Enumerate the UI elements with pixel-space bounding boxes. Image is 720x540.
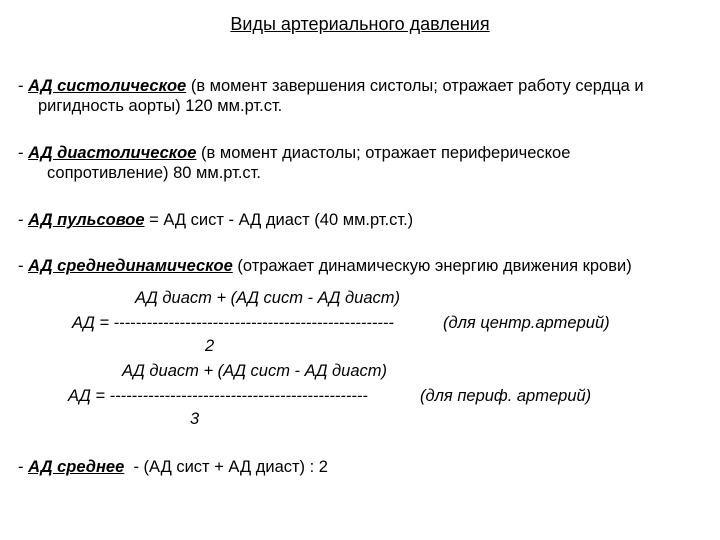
- term-diastolic: АД диастолическое: [28, 144, 197, 162]
- list-item-pulse: - АД пульсовое = АД сист - АД диаст (40 мм.рт.ст.): [18, 211, 414, 229]
- term-mean: АД среднее: [28, 458, 125, 476]
- formula2-numerator: АД диаст + (АД сист - АД диаст): [122, 362, 387, 380]
- list-item-diastolic-cont: сопротивление) 80 мм.рт.ст.: [47, 164, 261, 182]
- formula2-note: (для периф. артерий): [420, 387, 592, 405]
- list-item-mean: - АД среднее - (АД сист + АД диаст) : 2: [18, 458, 328, 476]
- term-systolic: АД систолическое: [28, 77, 187, 95]
- formula2-denominator: 3: [190, 410, 200, 428]
- formula1-denominator: 2: [205, 337, 215, 355]
- formula1-note: (для центр.артерий): [443, 314, 610, 332]
- formula1-numerator: АД диаст + (АД сист - АД диаст): [135, 289, 400, 307]
- term-pulse: АД пульсовое: [28, 211, 145, 229]
- list-item-systolic-cont: ригидность аорты) 120 мм.рт.ст.: [38, 97, 283, 115]
- page-title: Виды артериального давления: [230, 14, 490, 34]
- list-item-systolic: - АД систолическое (в момент завершения систолы; отражает работу сердца и: [18, 77, 644, 95]
- formula2-fraction-line: АД = -----------------------------------------------: [68, 387, 368, 405]
- list-item-mean-dynamic: - АД среднединамическое (отражает динамическую энергию движения крови): [18, 257, 632, 275]
- term-mean-dynamic: АД среднединамическое: [28, 257, 233, 275]
- list-item-diastolic: - АД диастолическое (в момент диастолы; отражает периферическое: [18, 144, 571, 162]
- formula1-fraction-line: АД = ---------------------------------------------------: [72, 314, 394, 332]
